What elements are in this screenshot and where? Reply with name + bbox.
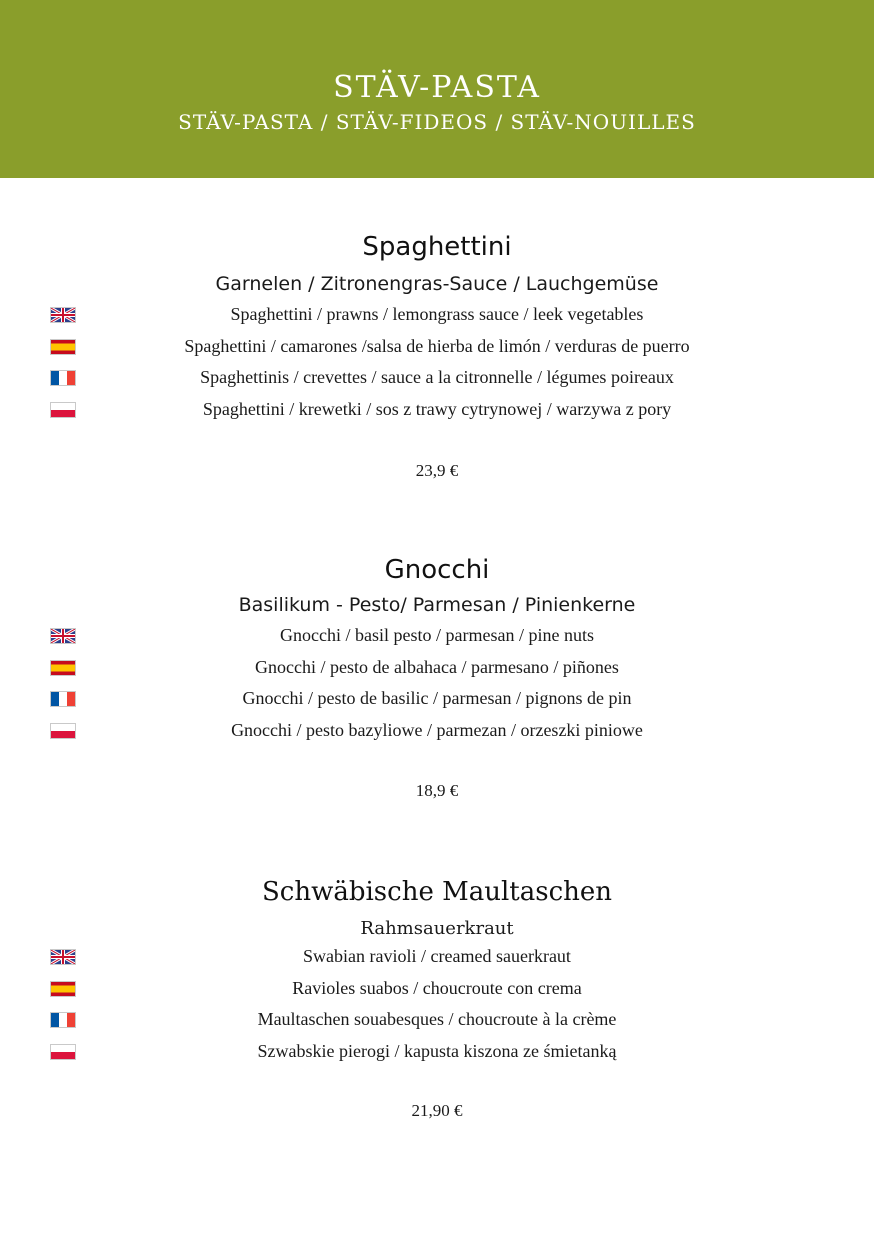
dish-name: Gnocchi <box>384 555 490 585</box>
dish-name: Schwäbische Maultaschen <box>261 877 613 907</box>
dish-description: Basilikum - Pesto/ Parmesan / Pinienkerne <box>238 594 636 616</box>
dish-gnocchi <box>0 555 874 801</box>
dish-description: Rahmsauerkraut <box>360 918 514 939</box>
translation-text: Spaghettini / camarones /salsa de hierba de limón / verduras de puerro <box>184 335 690 356</box>
translation-row <box>0 620 874 652</box>
dish-price: 18,9 € <box>415 781 459 800</box>
spain-flag-icon <box>51 982 75 996</box>
france-flag-icon <box>51 371 75 385</box>
dish-price: 23,9 € <box>415 461 459 480</box>
translation-row <box>0 1036 874 1068</box>
translation-text: Ravioles suabos / choucroute con crema <box>292 977 582 998</box>
dish-description: Garnelen / Zitronengras-Sauce / Lauchgemüse <box>215 273 659 295</box>
spain-flag-icon <box>51 340 75 354</box>
poland-flag-icon <box>51 724 75 738</box>
uk-flag-icon <box>51 950 75 964</box>
page-title: STÄV-PASTA <box>333 70 541 105</box>
translation-text: Spaghettini / krewetki / sos z trawy cytrynowej / warzywa z pory <box>202 398 672 419</box>
translation-row <box>0 652 874 684</box>
translation-text: Gnocchi / pesto de albahaca / parmesano / piñones <box>255 656 619 677</box>
translation-row <box>0 362 874 394</box>
translation-text: Gnocchi / pesto bazyliowe / parmezan / orzeszki piniowe <box>231 719 643 740</box>
translation-row <box>0 394 874 426</box>
translation-text: Swabian ravioli / creamed sauerkraut <box>303 946 571 966</box>
translation-row <box>0 1004 874 1036</box>
uk-flag-icon <box>51 308 75 322</box>
translation-row <box>0 715 874 747</box>
translation-text: Gnocchi / basil pesto / parmesan / pine nuts <box>280 625 594 645</box>
header-banner <box>0 0 874 178</box>
dish-name: Spaghettini <box>362 232 512 262</box>
translation-row <box>0 973 874 1005</box>
translation-text: Gnocchi / pesto de basilic / parmesan / pignons de pin <box>242 688 632 708</box>
translation-text: Maultaschen souabesques / choucroute à la crème <box>257 1009 617 1029</box>
translation-row <box>0 299 874 331</box>
dish-price: 21,90 € <box>411 1101 463 1120</box>
translation-text: Szwabskie pierogi / kapusta kiszona ze śmietanką <box>257 1040 617 1061</box>
france-flag-icon <box>51 692 75 706</box>
page-subtitle: STÄV-PASTA / STÄV-FIDEOS / STÄV-NOUILLES <box>178 110 696 134</box>
dish-spaghettini <box>0 232 874 481</box>
poland-flag-icon <box>51 403 75 417</box>
dish-maultaschen <box>0 877 874 1121</box>
translation-row <box>0 683 874 715</box>
translation-text: Spaghettini / prawns / lemongrass sauce / leek vegetables <box>230 304 644 324</box>
translation-text: Spaghettinis / crevettes / sauce a la citronnelle / légumes poireaux <box>200 367 674 387</box>
translation-row <box>0 941 874 973</box>
france-flag-icon <box>51 1013 75 1027</box>
poland-flag-icon <box>51 1045 75 1059</box>
spain-flag-icon <box>51 661 75 675</box>
uk-flag-icon <box>51 629 75 643</box>
translation-row <box>0 331 874 363</box>
